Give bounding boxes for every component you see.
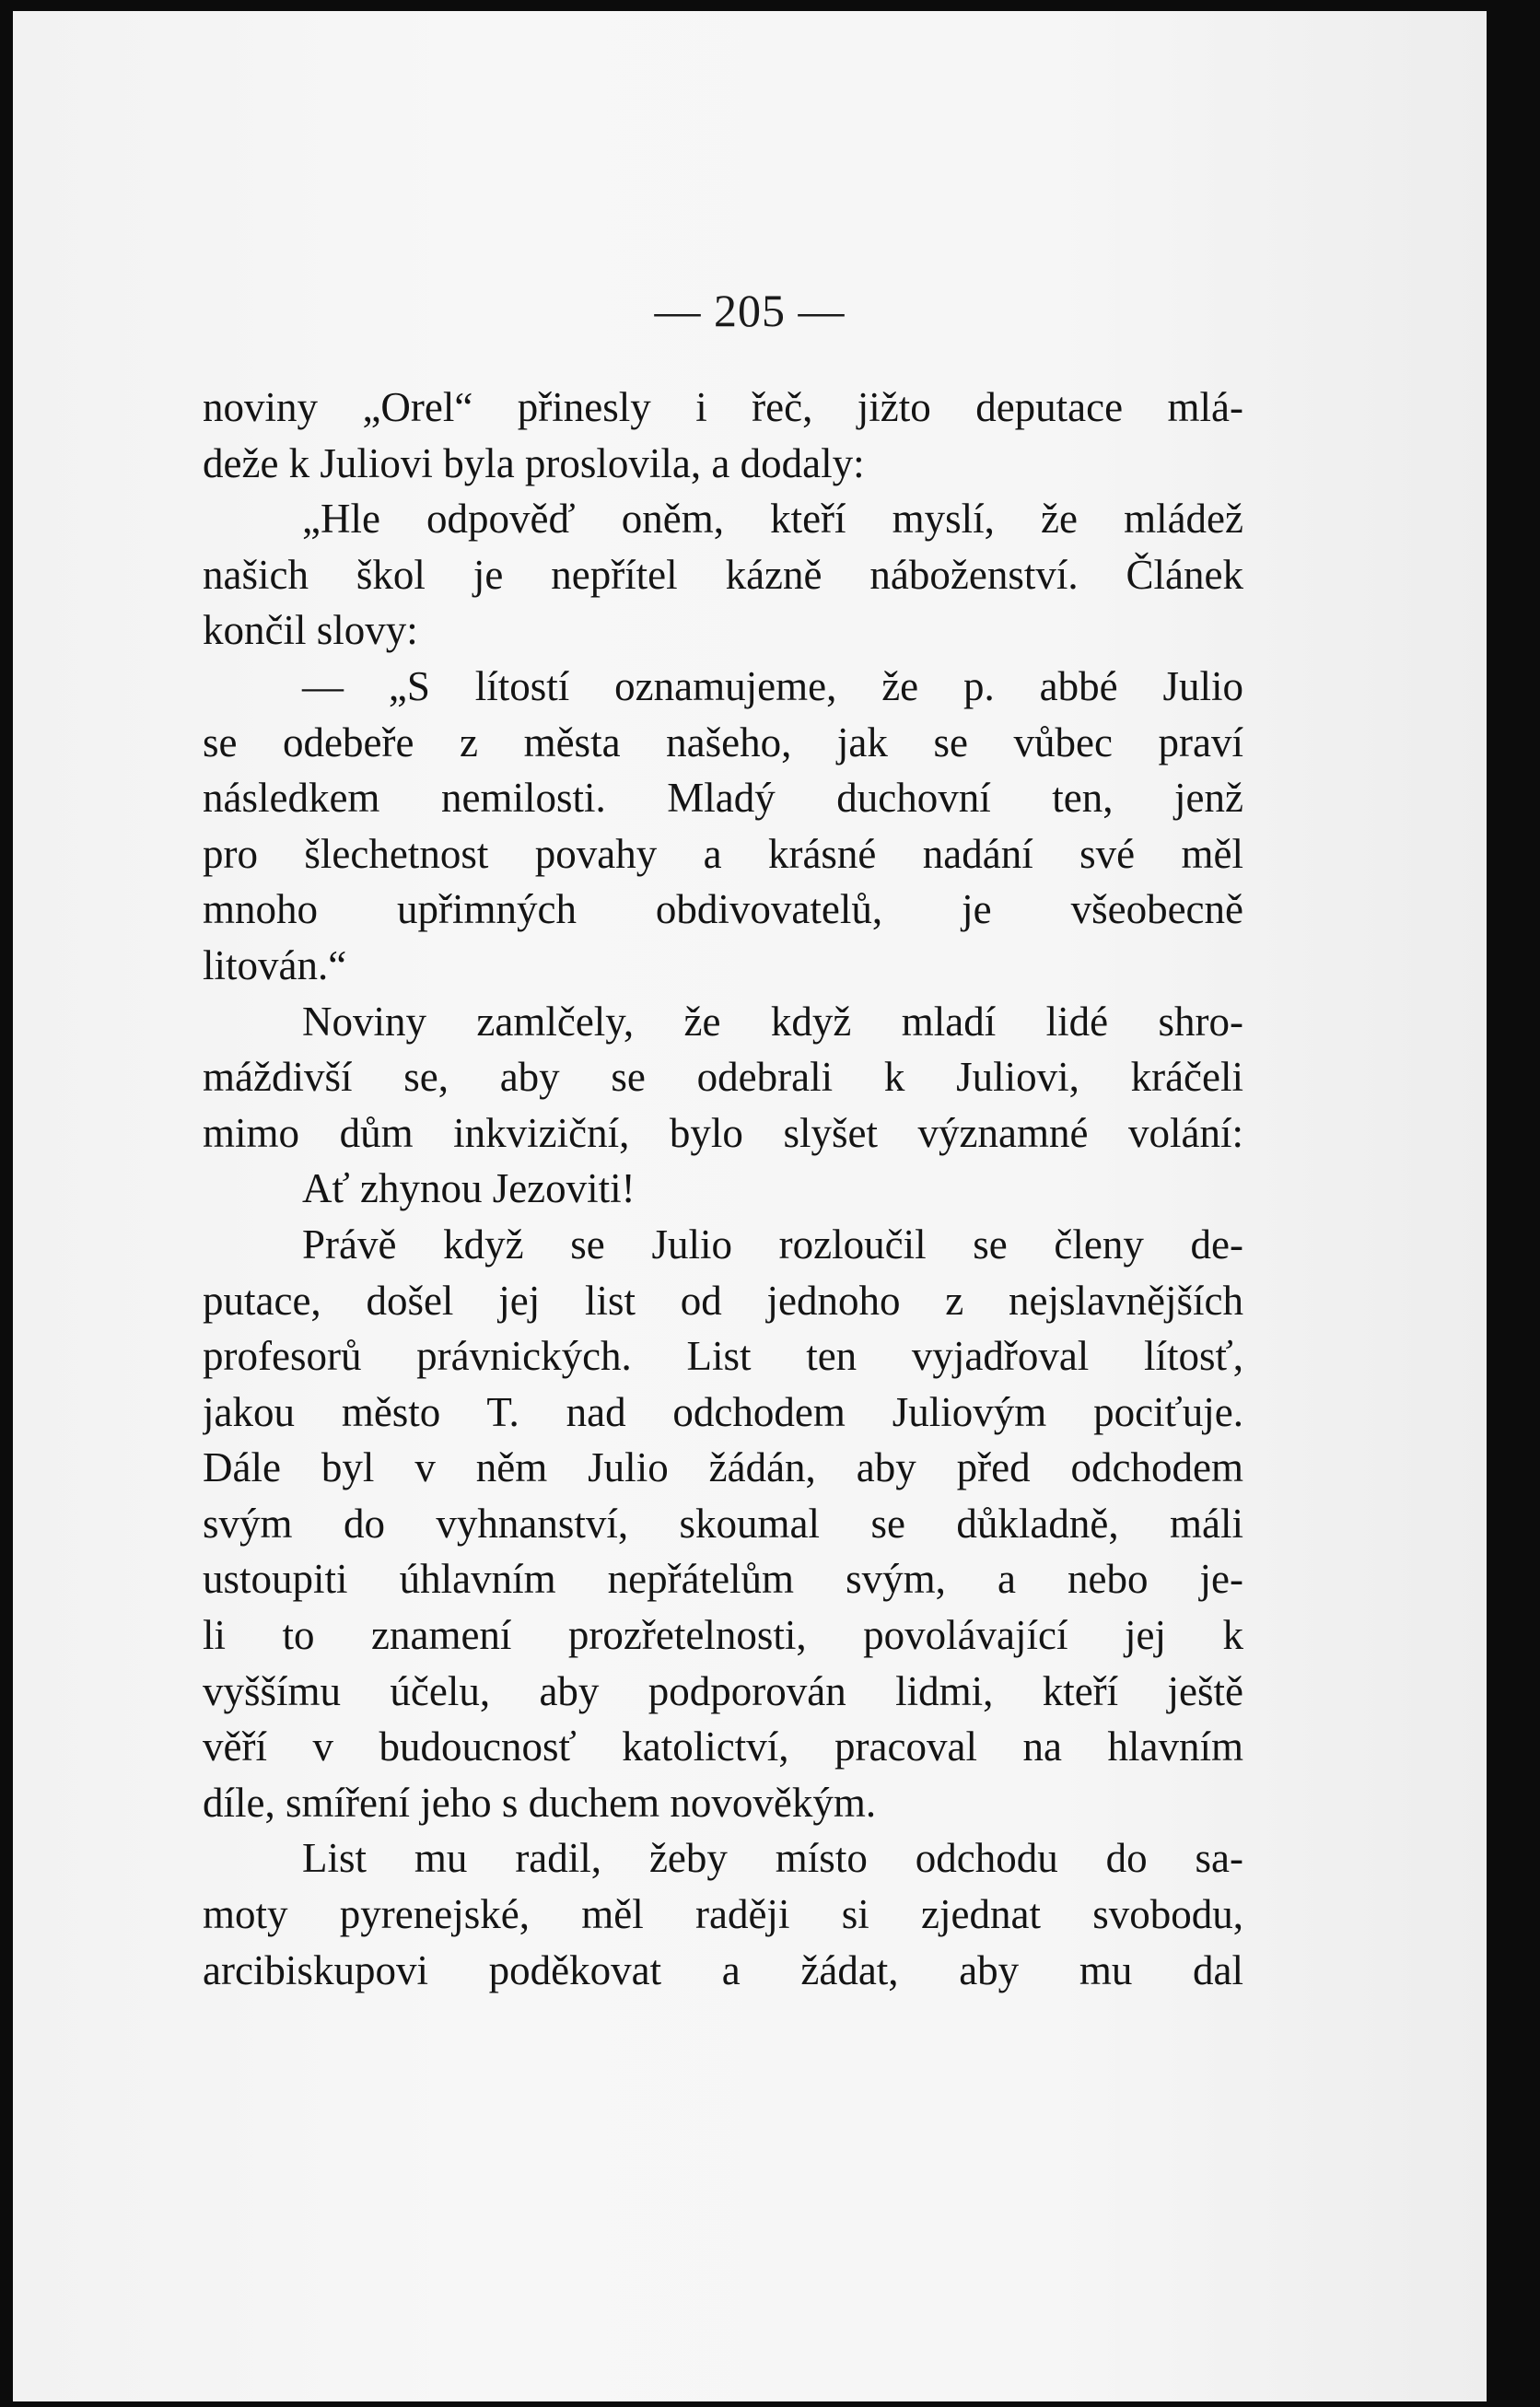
- text-line: se odebeře z města našeho, jak se vůbec praví: [203, 719, 1243, 765]
- text-line: vyššímu účelu, aby podporován lidmi, kteří ještě: [203, 1667, 1243, 1714]
- text-line: „Hle odpověď oněm, kteří myslí, že mládež: [302, 496, 1243, 543]
- text-line: našich škol je nepřítel kázně náboženství. Článek: [203, 551, 1243, 598]
- text-line: profesorů právnických. List ten vyjadřoval lítosť,: [203, 1333, 1243, 1380]
- text-line: jakou město T. nad odchodem Juliovým pociťuje.: [203, 1388, 1243, 1435]
- text-line: následkem nemilosti. Mladý duchovní ten, jenž: [203, 775, 1243, 822]
- text-line: deže k Juliovi byla proslovila, a dodaly:: [203, 439, 865, 486]
- text-line: pro šlechetnost povahy a krásné nadání své měl: [203, 830, 1243, 877]
- text-line: mnoho upřimných obdivovatelů, je všeobecně: [203, 886, 1243, 933]
- text-line: máždivší se, aby se odebrali k Juliovi, kráčeli: [203, 1054, 1243, 1101]
- text-line: věří v budoucnosť katolictví, pracoval na hlavním: [203, 1723, 1243, 1770]
- text-line: Noviny zamlčely, že když mladí lidé shro-: [302, 998, 1243, 1045]
- text-line: li to znamení prozřetelnosti, povolávající jej k: [203, 1612, 1243, 1659]
- text-line: noviny „Orel“ přinesly i řeč, jižto deputace mlá-: [203, 384, 1243, 430]
- text-line: — „S lítostí oznamujeme, že p. abbé Julio: [302, 662, 1243, 709]
- page-number: — 205 —: [654, 285, 846, 336]
- text-line: díle, smíření jeho s duchem novověkým.: [203, 1779, 877, 1826]
- body-text: [203, 380, 1243, 1998]
- text-line: litován.“: [203, 941, 347, 988]
- text-line: moty pyrenejské, měl raději si zjednat svobodu,: [203, 1891, 1243, 1938]
- text-line: Právě když se Julio rozloučil se členy de-: [302, 1221, 1243, 1268]
- text-line: ustoupiti úhlavním nepřátelům svým, a nebo je-: [203, 1556, 1243, 1603]
- text-line: List mu radil, žeby místo odchodu do sa-: [302, 1835, 1243, 1882]
- text-line: Dále byl v něm Julio žádán, aby před odchodem: [203, 1444, 1243, 1491]
- text-line: svým do vyhnanství, skoumal se důkladně, máli: [203, 1500, 1243, 1547]
- text-line: Ať zhynou Jezoviti!: [302, 1165, 636, 1212]
- text-line: putace, došel jej list od jednoho z nejslavnějších: [203, 1277, 1243, 1324]
- book-page: [13, 11, 1487, 2401]
- text-line: mimo dům inkviziční, bylo slyšet významné volání:: [203, 1109, 1243, 1156]
- text-line: končil slovy:: [203, 607, 418, 654]
- text-line: arcibiskupovi poděkovat a žádat, aby mu dal: [203, 1946, 1243, 1993]
